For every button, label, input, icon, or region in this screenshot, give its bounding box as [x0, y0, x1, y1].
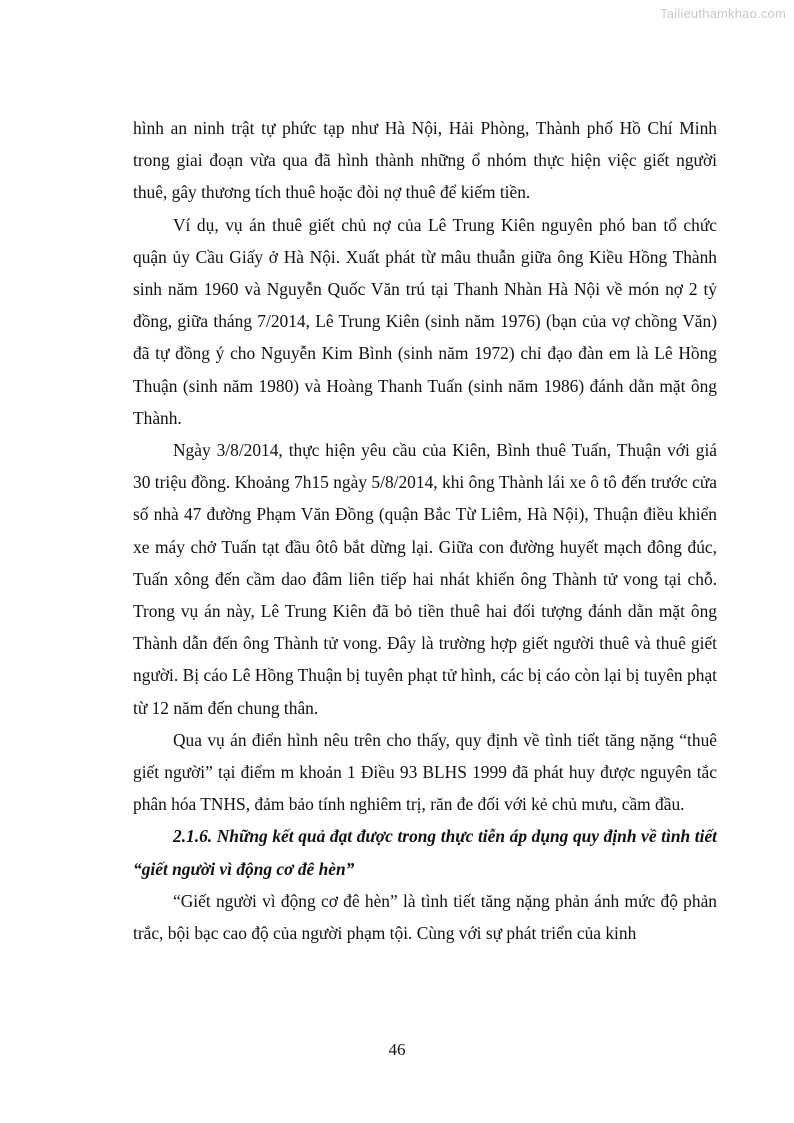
section-heading: 2.1.6. Những kết quả đạt được trong thực tiễn áp dụng quy định về tình tiết “giết người vì động cơ đê hèn”: [133, 826, 717, 879]
page-number: 46: [388, 1040, 406, 1059]
watermark-text: Tailieuthamkhao.com: [660, 6, 786, 21]
paragraph-1: hình an ninh trật tự phức tạp như Hà Nội, Hải Phòng, Thành phố Hồ Chí Minh trong giai đoạn vừa qua đã hình thành những ổ nhóm thực hiện việc giết người thuê, gây thương tích thuê hoặc đòi nợ thuê để kiếm tiền.: [133, 118, 717, 203]
paragraph-2: Ví dụ, vụ án thuê giết chủ nợ của Lê Trung Kiên nguyên phó ban tổ chức quận ủy Cầu Giấy ở Hà Nội. Xuất phát từ mâu thuẫn giữa ông Kiều Hồng Thành sinh năm 1960 và Nguyễn Quốc Văn trú tại Thanh Nhàn Hà Nội về món nợ 2 tỷ đồng, giữa tháng 7/2014, Lê Trung Kiên (sinh năm 1976) (bạn của vợ chồng Văn) đã tự đồng ý cho Nguyễn Kim Bình (sinh năm 1972) chỉ đạo đàn em là Lê Hồng Thuận (sinh năm 1980) và Hoàng Thanh Tuấn (sinh năm 1986) đánh dằn mặt ông Thành.: [133, 214, 717, 428]
paragraph-5: “Giết người vì động cơ đê hèn” là tình tiết tăng nặng phản ánh mức độ phản trắc, bội bạc cao độ của người phạm tội. Cùng với sự phát triển của kinh: [133, 890, 717, 944]
paragraph-3: Ngày 3/8/2014, thực hiện yêu cầu của Kiên, Bình thuê Tuấn, Thuận với giá 30 triệu đồng. Khoảng 7h15 ngày 5/8/2014, khi ông Thành lái xe ô tô đến trước cửa số nhà 47 đường Phạm Văn Đồng (quận Bắc Từ Liêm, Hà Nội), Thuận điều khiển xe máy chở Tuấn tạt đầu ôtô bắt dừng lại. Giữa con đường huyết mạch đông đúc, Tuấn xông đến cầm dao đâm liên tiếp hai nhát khiến ông Thành tử vong tại chỗ. Trong vụ án này, Lê Trung Kiên đã bỏ tiền thuê hai đối tượng đánh dằn mặt ông Thành dẫn đến ông Thành tử vong. Đây là trường hợp giết người thuê và thuê giết người. Bị cáo Lê Hồng Thuận bị tuyên phạt tử hình, các bị cáo còn lại bị tuyên phạt từ 12 năm đến chung thân.: [133, 440, 717, 718]
paragraph-4: Qua vụ án điển hình nêu trên cho thấy, quy định về tình tiết tăng nặng “thuê giết người” tại điểm m khoản 1 Điều 93 BLHS 1999 đã phát huy được nguyên tắc phân hóa TNHS, đảm bảo tính nghiêm trị, răn đe đối với kẻ chủ mưu, cầm đầu.: [133, 729, 717, 815]
document-body: [133, 112, 717, 949]
